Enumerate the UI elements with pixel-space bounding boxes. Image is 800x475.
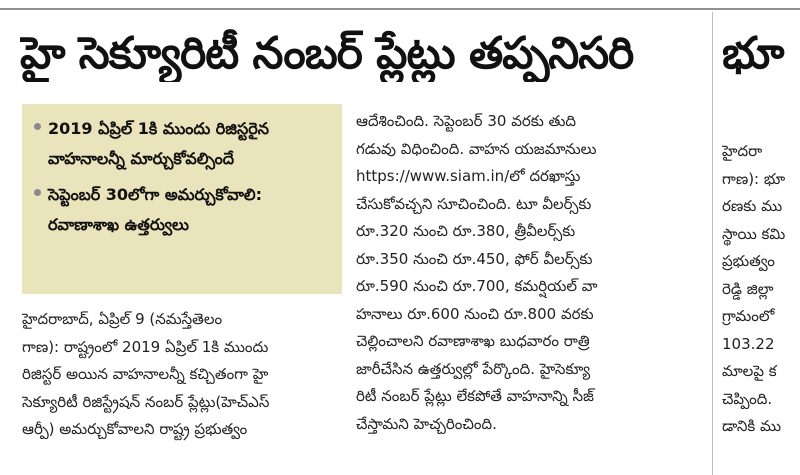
- column-divider: [712, 12, 713, 475]
- body-line: సెక్యూరిటీ రిజిస్ట్రేషన్ నంబర్ ప్లేట్లు(హెచ్ఎస్: [22, 392, 270, 411]
- next-article-headline: భూ: [722, 28, 785, 79]
- body-line: డానికి ము: [722, 417, 782, 435]
- body-line: ఆదేశించింది. సెప్టెంబర్ 30 వరకు తుది: [356, 112, 577, 130]
- body-line: మాలపై క: [722, 362, 777, 380]
- body-line: గడువు విధించింది. వాహన యజమానులు: [356, 139, 597, 158]
- body-line: రెడ్డి జిల్లా: [722, 279, 774, 298]
- body-line: స్థాయి కమి: [722, 224, 786, 243]
- body-line: చెప్పింది.: [722, 389, 773, 408]
- body-line: హైదరాబాద్, ఏప్రిల్ 9 (నమస్తేతెలం: [22, 310, 223, 328]
- body-line: హనాలు రూ.600 నుంచి రూ.800 వరకు: [356, 304, 594, 323]
- body-line: గాణ): భూ: [722, 169, 786, 188]
- highlight-item: [34, 114, 332, 174]
- body-line: రూ.590 నుంచి రూ.700, కమర్షియల్ వా: [356, 277, 598, 295]
- body-line: హైదరా: [722, 142, 763, 160]
- highlights-box: [22, 104, 342, 294]
- highlight-text: సెప్టెంబర్ 30లోగా అమర్చుకోవాలి: రవాణాశాఖ ఉత్తర్వులు: [48, 185, 262, 234]
- bullet-icon: [34, 123, 48, 130]
- body-line: రిజిస్టర్ అయిన వాహనాలన్నీ కచ్చితంగా హై: [22, 365, 269, 383]
- top-rule: [0, 8, 800, 10]
- body-line: ప్రభుత్వం: [722, 252, 775, 270]
- body-line: గాణ): రాష్ట్రంలో 2019 ఏప్రిల్ 1కి ముందు: [22, 337, 269, 356]
- body-line: జారీచేసిన ఉత్తర్వుల్లో పేర్కొంది. హైసెక్యూ: [356, 359, 591, 378]
- bullet-icon: [34, 189, 48, 196]
- body-line: ఆర్పీ) అమర్చుకోవాలని రాష్ట్ర ప్రభుత్వం: [22, 420, 248, 438]
- body-line: రణకు ము: [722, 197, 783, 215]
- next-article-body: [722, 138, 800, 441]
- article-headline: హై సెక్యూరిటీ నంబర్ ప్లేట్లు తప్పనిసరి: [20, 28, 634, 79]
- body-line: చెల్లించాలని రవాణాశాఖ బుధవారం రాత్రి: [356, 332, 590, 350]
- article-body-middle: [356, 108, 694, 438]
- body-line: https://www.siam.in/లో దరఖాస్తు: [356, 167, 581, 185]
- article-body-left: [22, 306, 342, 444]
- body-line: రూ.320 నుంచి రూ.380, త్రీవీలర్స్‌కు: [356, 222, 576, 240]
- body-line: చేసుకోవచ్చని సూచించింది. టూ వీలర్స్‌కు: [356, 194, 592, 213]
- highlight-text: 2019 ఏప్రిల్ 1కి ముందు రిజిస్టరైన వాహనాలన్నీ మార్చుకోవల్సిందే: [48, 119, 269, 168]
- body-line: చేస్తామని హెచ్చరించింది.: [356, 414, 497, 433]
- body-line: రూ.350 నుంచి రూ.450, ఫోర్ వీలర్స్‌కు: [356, 249, 593, 268]
- highlight-item: [34, 180, 332, 240]
- body-line: గ్రామంలో: [722, 307, 775, 325]
- body-line: రిటీ నంబర్ ప్లేట్లు లేకపోతే వాహనాన్ని సీజ్: [356, 387, 594, 405]
- body-line: 103.22: [722, 334, 775, 353]
